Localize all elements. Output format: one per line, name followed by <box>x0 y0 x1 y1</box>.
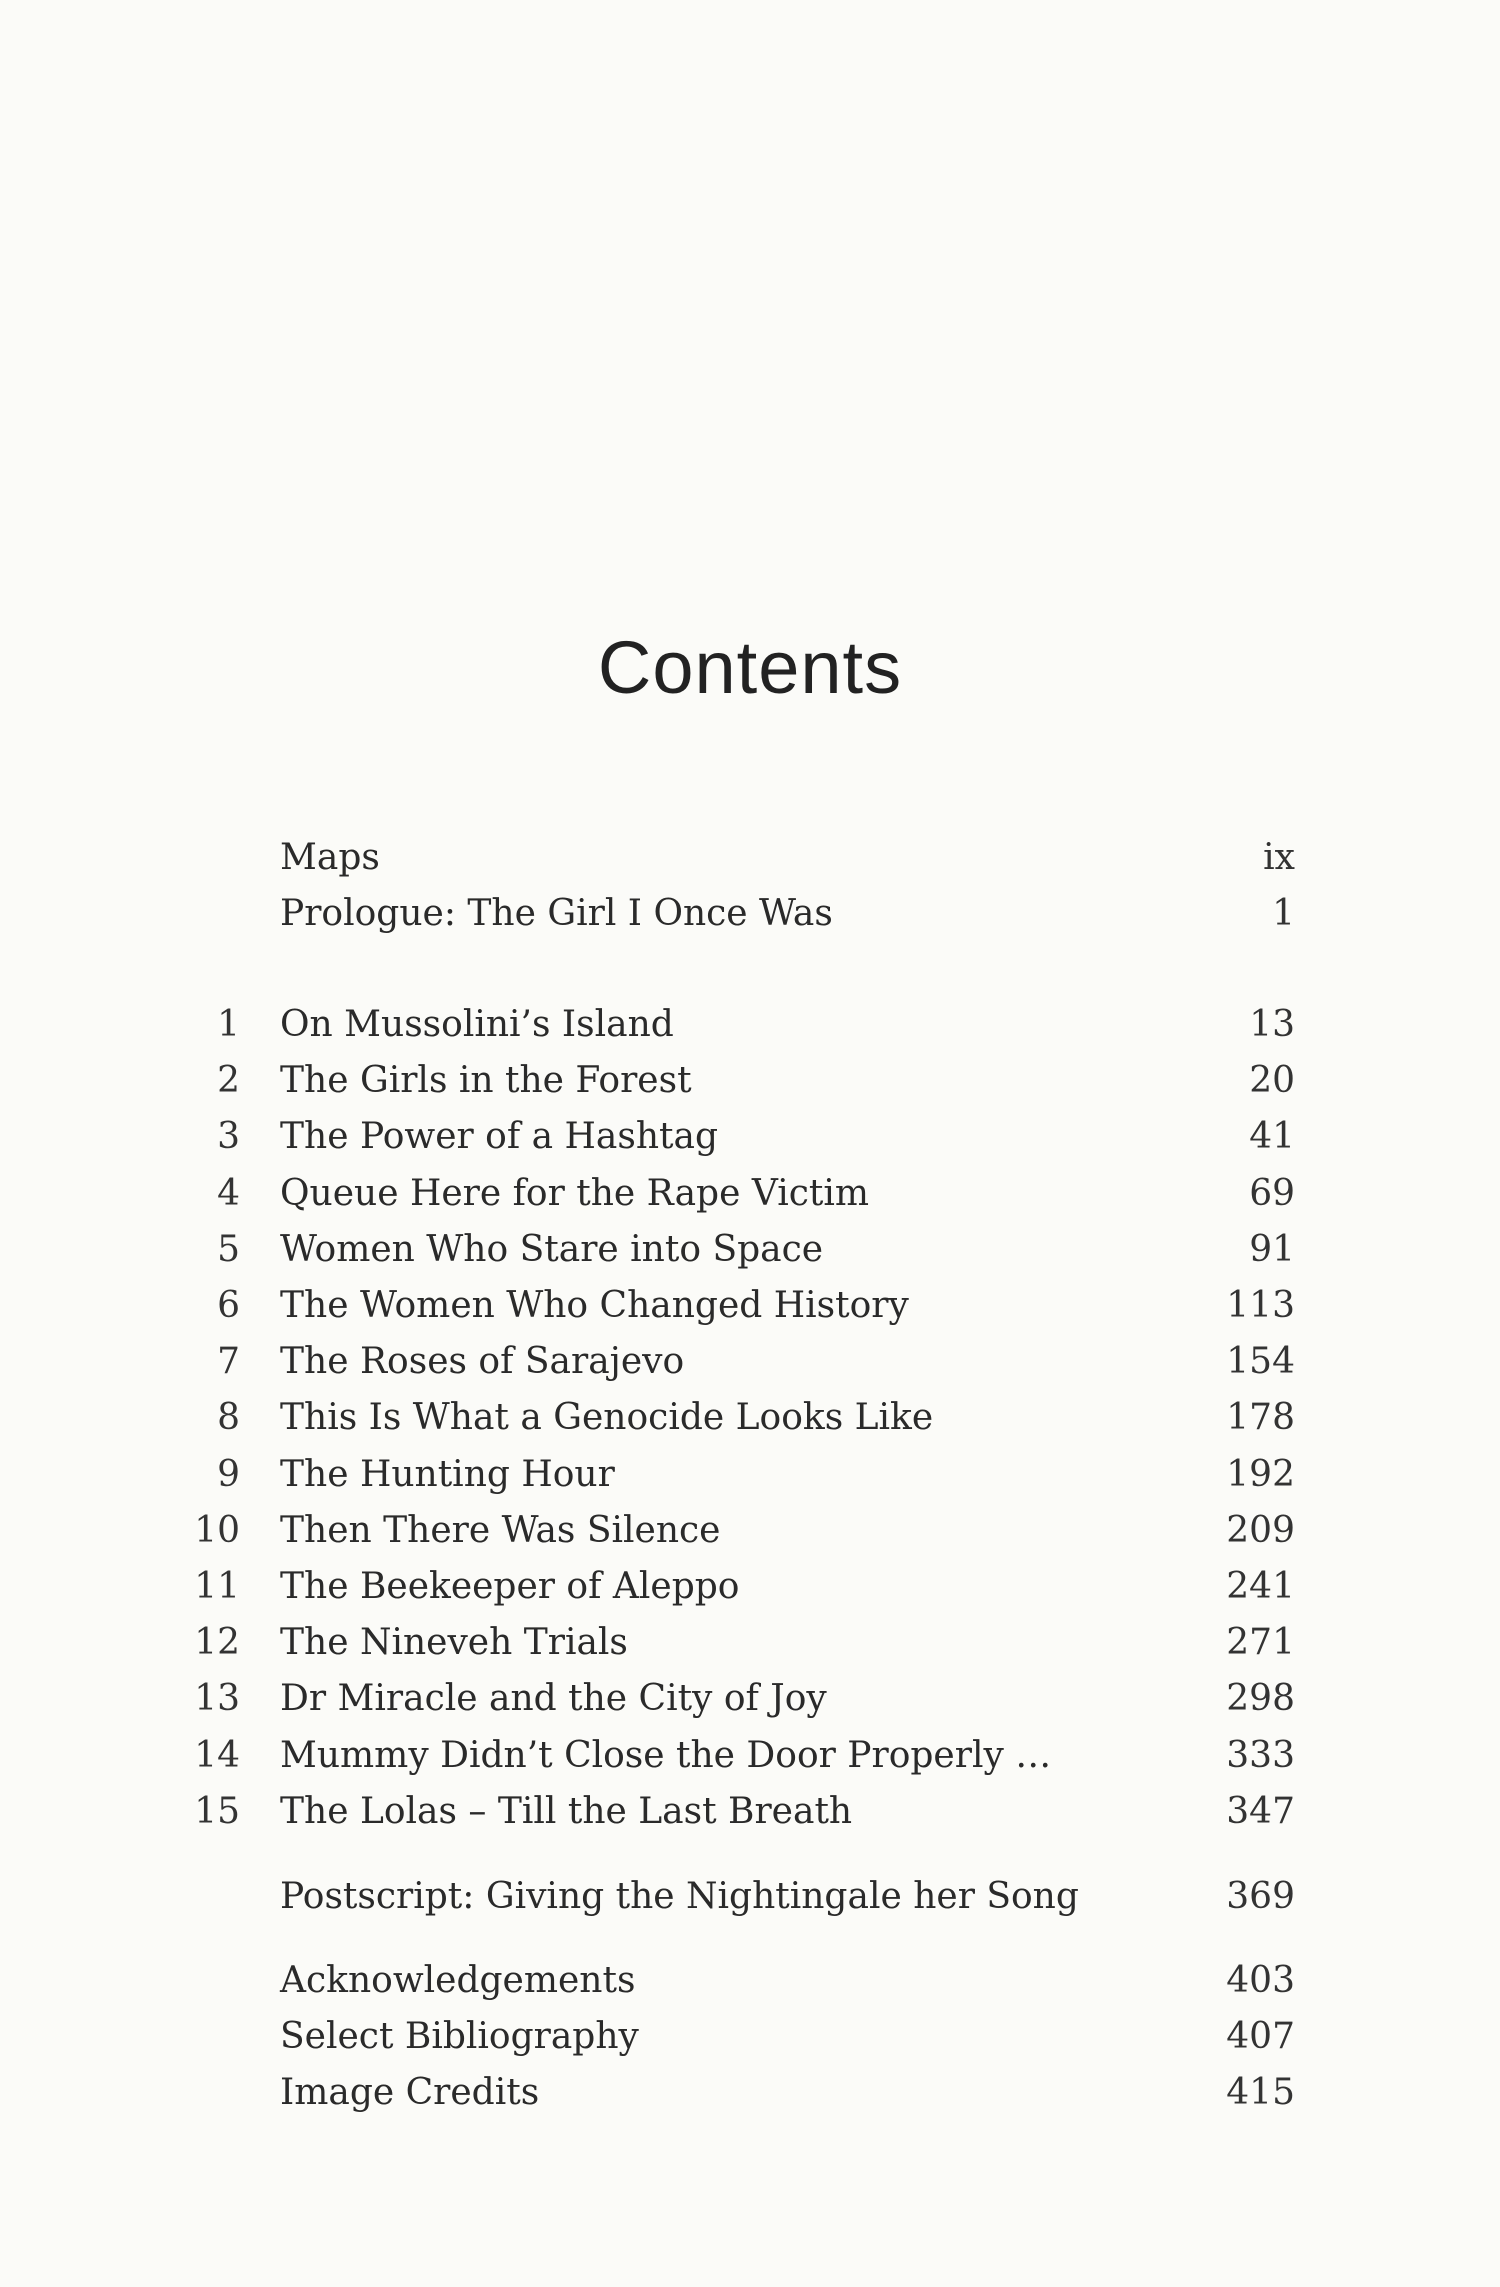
entry-label: On Mussolini’s Island <box>280 1004 674 1045</box>
page-title: Contents <box>597 626 903 709</box>
entry-label: This Is What a Genocide Looks Like <box>280 1397 934 1438</box>
toc-entry-chapter-10 <box>0 1506 1500 1556</box>
toc-entry-chapter-11 <box>0 1562 1500 1612</box>
toc-entry-chapter-3 <box>0 1112 1500 1162</box>
entry-label: Postscript: Giving the Nightingale her Song <box>280 1876 1079 1917</box>
entry-label: Dr Miracle and the City of Joy <box>280 1678 827 1719</box>
entry-page-number: 298 <box>1226 1678 1295 1719</box>
chapter-number: 11 <box>194 1566 240 1607</box>
entry-label: The Hunting Hour <box>280 1454 615 1495</box>
entry-label: The Lolas – Till the Last Breath <box>280 1791 853 1832</box>
chapter-number: 14 <box>194 1735 240 1776</box>
entry-label: The Power of a Hashtag <box>280 1116 718 1157</box>
toc-entry-image-credits <box>0 2068 1500 2118</box>
chapter-number: 9 <box>217 1454 240 1495</box>
entry-page-number: 271 <box>1226 1622 1295 1663</box>
entry-page-number: 91 <box>1249 1229 1295 1270</box>
entry-page-number: 20 <box>1249 1060 1295 1101</box>
entry-page-number: 333 <box>1226 1735 1295 1776</box>
chapter-number: 8 <box>217 1397 240 1438</box>
entry-page-number: 13 <box>1249 1004 1295 1045</box>
entry-page-number: 41 <box>1249 1116 1295 1157</box>
toc-entry-prologue <box>0 889 1500 939</box>
chapter-number: 7 <box>217 1341 240 1382</box>
entry-label: Select Bibliography <box>280 2016 639 2057</box>
toc-entry-chapter-7 <box>0 1337 1500 1387</box>
toc-entry-chapter-14 <box>0 1731 1500 1781</box>
entry-page-number: 1 <box>1272 893 1295 934</box>
chapter-number: 1 <box>217 1004 240 1045</box>
entry-page-number: 209 <box>1226 1510 1295 1551</box>
toc-entry-chapter-8 <box>0 1393 1500 1443</box>
entry-page-number: 415 <box>1226 2072 1295 2113</box>
entry-label: The Nineveh Trials <box>280 1622 628 1663</box>
entry-page-number: 69 <box>1249 1173 1295 1214</box>
entry-page-number: 192 <box>1226 1454 1295 1495</box>
toc-entry-chapter-5 <box>0 1225 1500 1275</box>
toc-entry-chapter-4 <box>0 1169 1500 1219</box>
entry-label: Prologue: The Girl I Once Was <box>280 893 833 934</box>
entry-page-number: 347 <box>1226 1791 1295 1832</box>
toc-entry-chapter-12 <box>0 1618 1500 1668</box>
entry-page-number: 403 <box>1226 1960 1295 2001</box>
entry-label: The Women Who Changed History <box>280 1285 909 1326</box>
entry-label: Image Credits <box>280 2072 540 2113</box>
chapter-number: 13 <box>194 1678 240 1719</box>
toc-entry-maps <box>0 833 1500 883</box>
toc-entry-chapter-13 <box>0 1674 1500 1724</box>
entry-page-number: 154 <box>1226 1341 1295 1382</box>
entry-label: The Girls in the Forest <box>280 1060 692 1101</box>
entry-page-number: 113 <box>1226 1285 1295 1326</box>
toc-entry-bibliography <box>0 2012 1500 2062</box>
entry-page-number: 369 <box>1226 1876 1295 1917</box>
entry-label: Women Who Stare into Space <box>280 1229 824 1270</box>
chapter-number: 15 <box>194 1791 240 1832</box>
entry-page-number: 178 <box>1226 1397 1295 1438</box>
toc-entry-acknowledgements <box>0 1956 1500 2006</box>
entry-label: Then There Was Silence <box>280 1510 721 1551</box>
chapter-number: 12 <box>194 1622 240 1663</box>
toc-entry-chapter-15 <box>0 1787 1500 1837</box>
toc-entry-postscript <box>0 1872 1500 1922</box>
chapter-number: 5 <box>217 1229 240 1270</box>
entry-label: Maps <box>280 837 380 878</box>
chapter-number: 2 <box>217 1060 240 1101</box>
entry-label: Queue Here for the Rape Victim <box>280 1173 869 1214</box>
chapter-number: 4 <box>217 1173 240 1214</box>
chapter-number: 3 <box>217 1116 240 1157</box>
chapter-number: 6 <box>217 1285 240 1326</box>
entry-page-number: 241 <box>1226 1566 1295 1607</box>
toc-entry-chapter-6 <box>0 1281 1500 1331</box>
toc-entry-chapter-9 <box>0 1450 1500 1500</box>
chapter-number: 10 <box>194 1510 240 1551</box>
entry-page-number: 407 <box>1226 2016 1295 2057</box>
toc-entry-chapter-1 <box>0 1000 1500 1050</box>
entry-label: The Beekeeper of Aleppo <box>280 1566 740 1607</box>
entry-label: Mummy Didn’t Close the Door Properly … <box>280 1735 1052 1776</box>
entry-label: The Roses of Sarajevo <box>280 1341 685 1382</box>
entry-label: Acknowledgements <box>280 1960 636 2001</box>
entry-page-number: ix <box>1263 837 1295 878</box>
toc-entry-chapter-2 <box>0 1056 1500 1106</box>
